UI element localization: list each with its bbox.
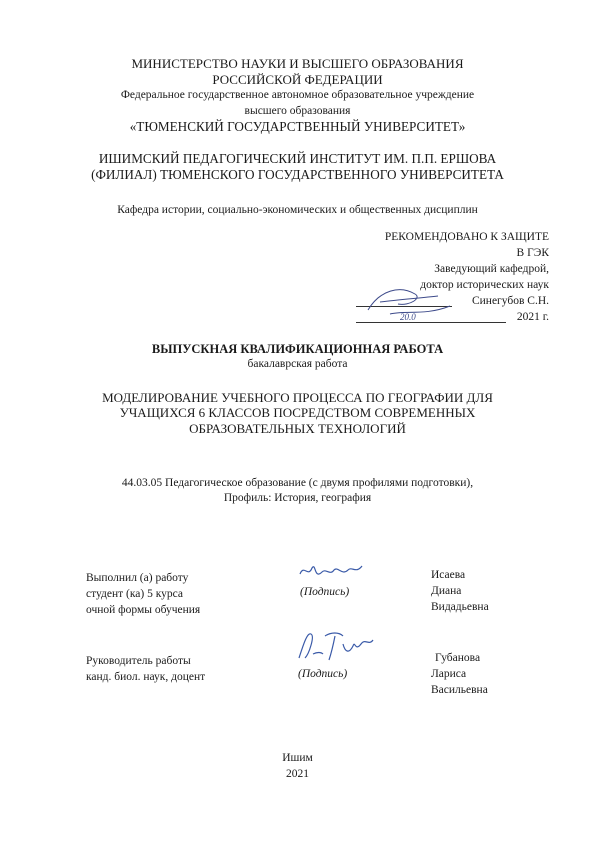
topic-line-1: МОДЕЛИРОВАНИЕ УЧЕБНОГО ПРОЦЕССА ПО ГЕОГРАФИИ ДЛЯ — [102, 390, 493, 405]
student-signature-label: (Подпись) — [300, 586, 350, 598]
student-first-name: Диана — [431, 585, 462, 597]
supervisor-role-line-1: Руководитель работы — [86, 655, 191, 667]
supervisor-last-name: Губанова — [435, 652, 481, 664]
supervisor-first-name: Лариса — [431, 668, 467, 680]
ministry-line-1: МИНИСТЕРСТВО НАУКИ И ВЫСШЕГО ОБРАЗОВАНИЯ — [131, 56, 464, 71]
institute-line-1: ИШИМСКИЙ ПЕДАГОГИЧЕСКИЙ ИНСТИТУТ ИМ. П.П. ЕРШОВА — [98, 151, 497, 166]
program-line-2: Профиль: История, география — [223, 492, 372, 504]
approval-line-2: В ГЭК — [516, 247, 549, 259]
org-line-1: Федеральное государственное автономное образовательное учреждение — [120, 89, 475, 101]
student-role-line-2: студент (ка) 5 курса — [86, 588, 183, 600]
program-line-1: 44.03.05 Педагогическое образование (с двумя профилями подготовки), — [121, 477, 474, 489]
student-patronymic: Видадьевна — [431, 601, 489, 613]
svg-text:20.0: 20.0 — [400, 312, 416, 322]
supervisor-patronymic: Васильевна — [431, 684, 488, 696]
head-name: Синегубов С.Н. — [471, 295, 549, 307]
topic-line-2: УЧАЩИХСЯ 6 КЛАССОВ ПОСРЕДСТВОМ СОВРЕМЕННЫХ — [119, 405, 476, 420]
approval-line-3: Заведующий кафедрой, — [434, 263, 549, 275]
topic-line-3: ОБРАЗОВАТЕЛЬНЫХ ТЕХНОЛОГИЙ — [189, 421, 406, 436]
org-line-2: высшего образования — [244, 105, 351, 117]
university-name: «ТЮМЕНСКИЙ ГОСУДАРСТВЕННЫЙ УНИВЕРСИТЕТ» — [129, 119, 466, 134]
work-subtitle: бакалаврская работа — [247, 358, 348, 370]
work-title: ВЫПУСКНАЯ КВАЛИФИКАЦИОННАЯ РАБОТА — [151, 342, 444, 356]
head-signature-icon — [360, 280, 460, 325]
student-signature-icon — [298, 560, 368, 585]
institute-line-2: (ФИЛИАЛ) ТЮМЕНСКОГО ГОСУДАРСТВЕННОГО УНИВЕРСИТЕТА — [91, 167, 504, 182]
supervisor-role-line-2: канд. биол. наук, доцент — [86, 671, 206, 683]
approval-year: 2021 г. — [516, 311, 549, 323]
footer-city: Ишим — [282, 752, 313, 764]
ministry-line-2: РОССИЙСКОЙ ФЕДЕРАЦИИ — [212, 72, 383, 87]
footer-year: 2021 — [286, 768, 309, 780]
supervisor-signature-label: (Подпись) — [298, 668, 348, 680]
approval-line-4: доктор исторических наук — [420, 279, 549, 291]
student-role-line-3: очной формы обучения — [86, 604, 201, 616]
student-last-name: Исаева — [431, 569, 466, 581]
approval-line-1: РЕКОМЕНДОВАНО К ЗАЩИТЕ — [384, 231, 549, 243]
department: Кафедра истории, социально-экономических и общественных дисциплин — [117, 204, 478, 216]
supervisor-signature-icon — [295, 626, 375, 666]
student-role-line-1: Выполнил (а) работу — [86, 572, 189, 584]
